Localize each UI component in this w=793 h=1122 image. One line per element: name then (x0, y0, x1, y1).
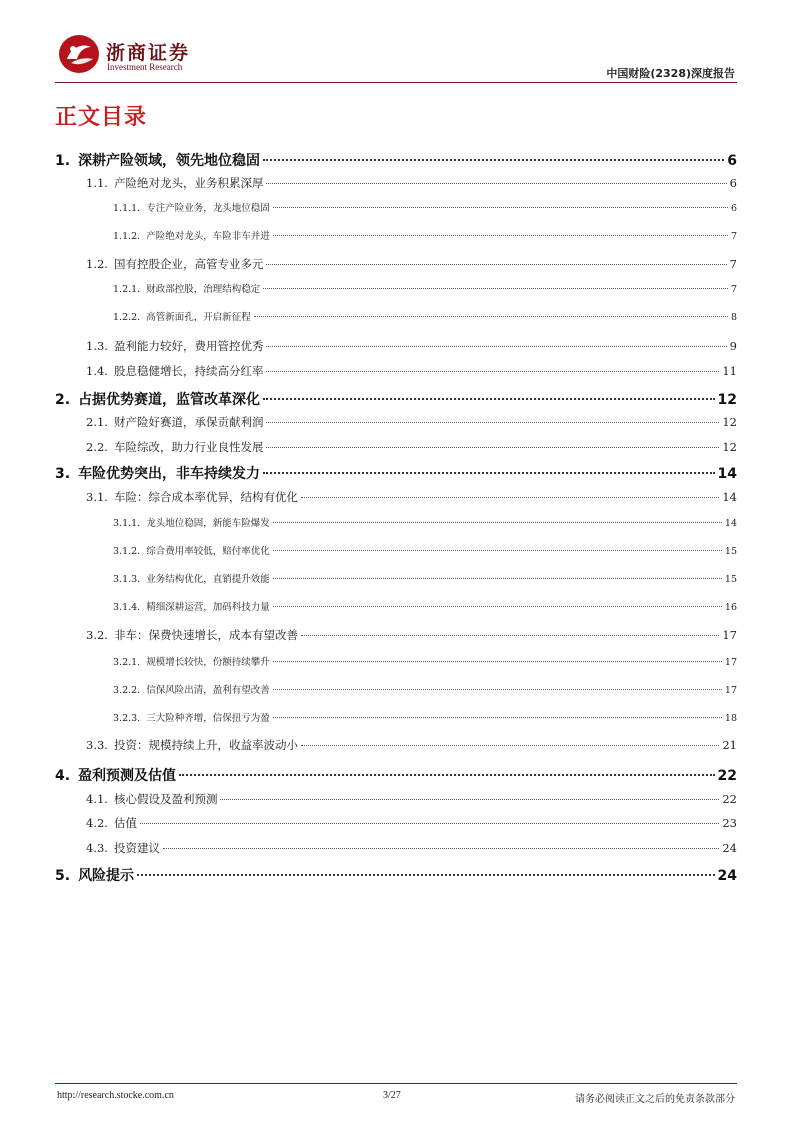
toc-entry-page: 6 (730, 203, 737, 214)
toc-entry-title: 车险综改，助力行业良性发展 (113, 440, 264, 454)
toc-entry-page: 14 (717, 466, 737, 482)
toc-entry-page: 12 (722, 415, 737, 429)
toc-leader-dots (273, 235, 728, 236)
toc-entry-number: 1.1. (86, 176, 108, 190)
toc-entry-number: 3.2.3. (113, 713, 141, 724)
toc-leader-dots (273, 661, 722, 662)
toc-entry-title: 股息稳健增长，持续高分红率 (113, 364, 264, 378)
toc-entry-page: 24 (717, 868, 737, 884)
toc-entry-title: 规模增长较快，份额持续攀升 (146, 657, 270, 668)
toc-entry-number: 1.2. (86, 257, 108, 271)
page-number: 3/27 (383, 1090, 401, 1101)
toc-leader-dots (263, 472, 714, 474)
toc-leader-dots (266, 371, 719, 372)
toc-entry-number: 4.2. (86, 816, 108, 830)
toc-entry-page: 7 (730, 231, 737, 242)
brand-logo-icon (57, 33, 101, 75)
toc-entry-title: 龙头地位稳固，新能车险爆发 (146, 518, 270, 529)
toc-leader-dots (140, 823, 719, 824)
toc-entry-level3[interactable] (113, 682, 737, 696)
toc-leader-dots (263, 288, 728, 289)
toc-entry-page: 22 (717, 768, 737, 784)
toc-entry-level2[interactable] (86, 627, 737, 643)
toc-leader-dots (266, 264, 726, 265)
toc-entry-number: 3. (55, 466, 71, 482)
toc-entry-level3[interactable] (113, 281, 737, 295)
toc-leader-dots (301, 745, 719, 746)
toc-leader-dots (273, 550, 722, 551)
toc-leader-dots (301, 635, 719, 636)
toc-entry-level3[interactable] (113, 599, 737, 613)
toc-entry-level3[interactable] (113, 228, 737, 242)
footer-url-link[interactable]: http://research.stocke.com.cn (57, 1090, 174, 1101)
toc-leader-dots (254, 316, 728, 317)
toc-entry-number: 1. (55, 153, 71, 169)
toc-entry-title: 深耕产险领域，领先地位稳固 (78, 153, 261, 169)
toc-entry-page: 24 (722, 841, 737, 855)
toc-entry-level2[interactable] (86, 737, 737, 753)
toc-entry-level1[interactable] (55, 463, 737, 483)
toc-entry-number: 3.2.2. (113, 685, 141, 696)
toc-leader-dots (273, 606, 722, 607)
toc-entry-level3[interactable] (113, 654, 737, 668)
toc-entry-title: 财政部控股，治理结构稳定 (146, 284, 261, 295)
toc-entry-title: 风险提示 (78, 868, 135, 884)
toc-entry-title: 高管新面孔，开启新征程 (146, 312, 251, 323)
toc-entry-page: 6 (727, 153, 737, 169)
toc-entry-level1[interactable] (55, 865, 737, 885)
disclaimer-note: 请务必阅读正文之后的免责条款部分 (575, 1094, 735, 1105)
toc-entry-page: 17 (722, 628, 737, 642)
toc-entry-page: 15 (724, 574, 737, 585)
report-title: 中国财险(2328)深度报告 (606, 67, 735, 80)
toc-entry-title: 投资建议 (113, 841, 160, 855)
brand-name-cn: 浙商证券 (106, 42, 191, 64)
toc-entry-page: 17 (724, 657, 737, 668)
toc-entry-number: 3.3. (86, 738, 108, 752)
toc-entry-page: 9 (729, 339, 737, 353)
toc-entry-title: 车险优势突出，非车持续发力 (78, 466, 261, 482)
toc-entry-page: 22 (722, 792, 737, 806)
toc-entry-page: 12 (722, 440, 737, 454)
toc-entry-title: 综合费用率较低，赔付率优化 (146, 546, 270, 557)
toc-entry-page: 18 (724, 713, 737, 724)
toc-entry-title: 核心假设及盈利预测 (113, 792, 218, 806)
toc-entry-page: 7 (730, 284, 737, 295)
toc-entry-level3[interactable] (113, 309, 737, 323)
toc-entry-level2[interactable] (86, 815, 737, 831)
toc-entry-title: 三大险种齐增，信保扭亏为盈 (146, 713, 270, 724)
toc-entry-title: 非车：保费快速增长，成本有望改善 (113, 628, 298, 642)
toc-entry-page: 7 (729, 257, 737, 271)
toc-entry-level2[interactable] (86, 363, 737, 379)
toc-entry-title: 业务结构优化，直销提升效能 (146, 574, 270, 585)
toc-entry-number: 3.1. (86, 490, 108, 504)
toc-entry-level1[interactable] (55, 150, 737, 170)
toc-entry-number: 5. (55, 868, 71, 884)
toc-entry-number: 3.1.4. (113, 602, 141, 613)
toc-entry-page: 11 (722, 364, 737, 378)
footer-divider (55, 1083, 737, 1084)
toc-entry-level2[interactable] (86, 338, 737, 354)
toc-entry-number: 1.4. (86, 364, 108, 378)
toc-entry-number: 1.1.1. (113, 203, 141, 214)
toc-leader-dots (220, 799, 719, 800)
toc-leader-dots (137, 874, 714, 876)
toc-entry-number: 3.2.1. (113, 657, 141, 668)
toc-entry-number: 4.1. (86, 792, 108, 806)
toc-entry-number: 3.1.2. (113, 546, 141, 557)
brand-name-en: Investment Research (107, 62, 183, 72)
toc-entry-page: 23 (722, 816, 737, 830)
toc-entry-page: 21 (722, 738, 737, 752)
toc-leader-dots (266, 447, 719, 448)
toc-entry-page: 14 (722, 490, 737, 504)
page-title: 正文目录 (55, 105, 148, 130)
header-divider (55, 82, 737, 83)
toc-entry-number: 2.2. (86, 440, 108, 454)
toc-entry-level3[interactable] (113, 543, 737, 557)
toc-entry-level3[interactable] (113, 710, 737, 724)
toc-leader-dots (263, 398, 714, 400)
toc-entry-title: 投资：规模持续上升，收益率波动小 (113, 738, 298, 752)
toc-leader-dots (273, 207, 728, 208)
toc-entry-title: 精细深耕运营，加码科技力量 (146, 602, 270, 613)
toc-entry-level3[interactable] (113, 571, 737, 585)
toc-entry-level2[interactable] (86, 489, 737, 505)
toc-entry-level2[interactable] (86, 256, 737, 272)
toc-leader-dots (273, 717, 722, 718)
toc-entry-number: 1.1.2. (113, 231, 141, 242)
toc-entry-page: 12 (717, 392, 737, 408)
toc-entry-level3[interactable] (113, 200, 737, 214)
toc-entry-page: 8 (730, 312, 737, 323)
toc-entry-title: 专注产险业务，龙头地位稳固 (146, 203, 270, 214)
toc-leader-dots (266, 183, 726, 184)
toc-leader-dots (301, 497, 719, 498)
toc-entry-level2[interactable] (86, 439, 737, 455)
toc-entry-number: 2.1. (86, 415, 108, 429)
toc-entry-number: 3.1.1. (113, 518, 141, 529)
toc-entry-number: 1.2.2. (113, 312, 141, 323)
toc-entry-level1[interactable] (55, 389, 737, 409)
toc-leader-dots (263, 159, 724, 161)
toc-entry-level2[interactable] (86, 414, 737, 430)
toc-leader-dots (273, 689, 722, 690)
page-header (0, 0, 793, 90)
toc-entry-page: 6 (729, 176, 737, 190)
toc-leader-dots (266, 422, 719, 423)
toc-leader-dots (179, 774, 714, 776)
toc-entry-number: 4.3. (86, 841, 108, 855)
toc-leader-dots (163, 848, 719, 849)
toc-entry-title: 占据优势赛道，监管改革深化 (78, 392, 261, 408)
toc-entry-number: 2. (55, 392, 71, 408)
toc-leader-dots (273, 522, 722, 523)
toc-entry-level1[interactable] (55, 765, 737, 785)
toc-leader-dots (273, 578, 722, 579)
toc-entry-page: 14 (724, 518, 737, 529)
toc-entry-page: 16 (724, 602, 737, 613)
toc-entry-title: 车险：综合成本率优异，结构有优化 (113, 490, 298, 504)
toc-entry-title: 盈利预测及估值 (78, 768, 177, 784)
toc-entry-number: 1.2.1. (113, 284, 141, 295)
toc-entry-level2[interactable] (86, 791, 737, 807)
toc-entry-level3[interactable] (113, 515, 737, 529)
toc-leader-dots (266, 346, 726, 347)
toc-entry-title: 国有控股企业，高管专业多元 (113, 257, 264, 271)
toc-entry-title: 估值 (113, 816, 137, 830)
toc-entry-title: 产险绝对龙头，业务积累深厚 (113, 176, 264, 190)
toc-entry-page: 15 (724, 546, 737, 557)
toc-entry-title: 产险绝对龙头，车险非车并进 (146, 231, 270, 242)
toc-entry-number: 4. (55, 768, 71, 784)
toc-entry-level2[interactable] (86, 175, 737, 191)
toc-entry-number: 1.3. (86, 339, 108, 353)
toc-entry-title: 信保风险出清，盈利有望改善 (146, 685, 270, 696)
toc-entry-number: 3.1.3. (113, 574, 141, 585)
toc-entry-number: 3.2. (86, 628, 108, 642)
toc-entry-page: 17 (724, 685, 737, 696)
toc-entry-level2[interactable] (86, 840, 737, 856)
toc-entry-title: 财产险好赛道，承保贡献利润 (113, 415, 264, 429)
toc-entry-title: 盈利能力较好，费用管控优秀 (113, 339, 264, 353)
